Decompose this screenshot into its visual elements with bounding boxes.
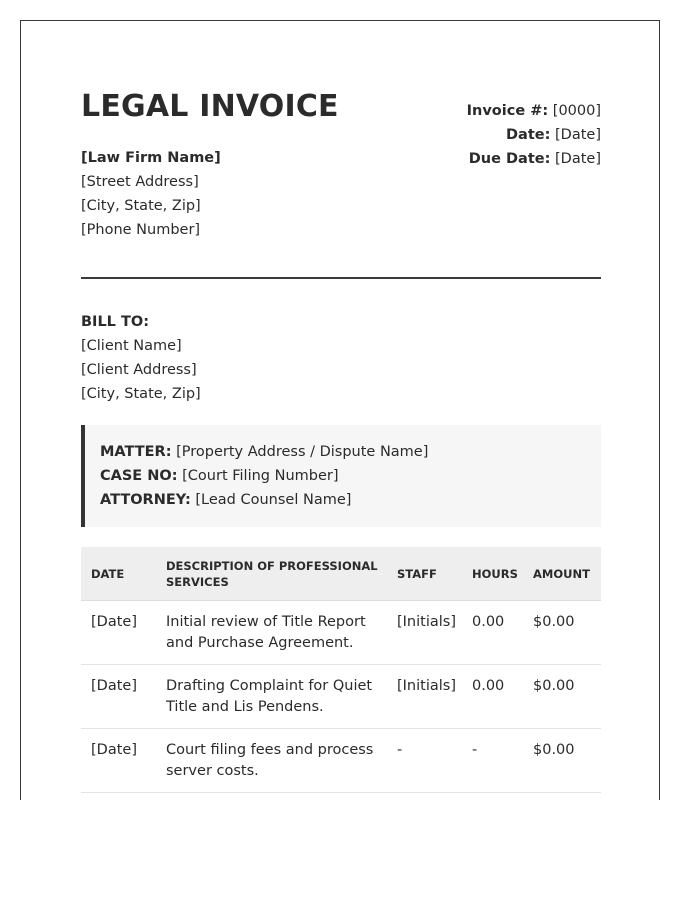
invoice-number-value: [0000] xyxy=(552,103,601,119)
case-line xyxy=(100,464,601,488)
invoice-number-label: Invoice #: xyxy=(466,103,549,119)
invoice-meta xyxy=(467,99,601,171)
row-description: Initial review of Title Report and Purchase Agreement. xyxy=(156,601,387,665)
row-staff: [Initials] xyxy=(387,665,462,729)
firm-street: [Street Address] xyxy=(81,174,199,190)
row-amount: $0.00 xyxy=(523,601,601,665)
bill-to-label: BILL TO: xyxy=(81,314,149,330)
table-row xyxy=(81,601,601,665)
firm-phone: [Phone Number] xyxy=(81,222,201,238)
matter-label: MATTER: xyxy=(100,444,172,460)
header-hours: HOURS xyxy=(462,547,523,601)
header-staff: STAFF xyxy=(387,547,462,601)
row-description: Court filing fees and process server costs. xyxy=(156,729,387,793)
attorney-label: ATTORNEY: xyxy=(100,492,191,508)
row-date: [Date] xyxy=(81,601,156,665)
row-staff: [Initials] xyxy=(387,601,462,665)
case-label: CASE NO: xyxy=(100,468,178,484)
invoice-due-date-value: [Date] xyxy=(555,151,601,167)
table-row xyxy=(81,665,601,729)
matter-line xyxy=(100,440,601,464)
row-date: [Date] xyxy=(81,729,156,793)
case-value: [Court Filing Number] xyxy=(182,468,339,484)
table-header-row xyxy=(81,547,601,601)
invoice-date-label: Date: xyxy=(506,127,551,143)
invoice-date-value: [Date] xyxy=(555,127,601,143)
header-date: DATE xyxy=(81,547,156,601)
invoice-title: LEGAL INVOICE xyxy=(81,89,339,124)
invoice-due-date-label: Due Date: xyxy=(468,151,551,167)
matter-value: [Property Address / Dispute Name] xyxy=(176,444,429,460)
header-description: DESCRIPTION OF PROFESSIONAL SERVICES xyxy=(156,547,387,601)
client-address: [Client Address] xyxy=(81,362,197,378)
firm-name: [Law Firm Name] xyxy=(81,150,221,166)
row-hours: 0.00 xyxy=(462,665,523,729)
services-table xyxy=(81,547,601,793)
invoice-page xyxy=(20,20,660,800)
bill-to xyxy=(81,310,201,406)
row-hours: 0.00 xyxy=(462,601,523,665)
invoice-due-date-line xyxy=(467,147,601,171)
row-description: Drafting Complaint for Quiet Title and Lis Pendens. xyxy=(156,665,387,729)
row-amount: $0.00 xyxy=(523,665,601,729)
header-amount: AMOUNT xyxy=(523,547,601,601)
row-date: [Date] xyxy=(81,665,156,729)
invoice-date-line xyxy=(467,123,601,147)
table-row xyxy=(81,729,601,793)
row-amount: $0.00 xyxy=(523,729,601,793)
firm-info xyxy=(81,146,221,242)
matter-box xyxy=(81,425,601,527)
firm-city: [City, State, Zip] xyxy=(81,198,201,214)
attorney-line xyxy=(100,488,601,512)
header-divider xyxy=(81,277,601,279)
client-city: [City, State, Zip] xyxy=(81,386,201,402)
row-staff: - xyxy=(387,729,462,793)
attorney-value: [Lead Counsel Name] xyxy=(195,492,352,508)
client-name: [Client Name] xyxy=(81,338,182,354)
row-hours: - xyxy=(462,729,523,793)
invoice-number-line xyxy=(467,99,601,123)
